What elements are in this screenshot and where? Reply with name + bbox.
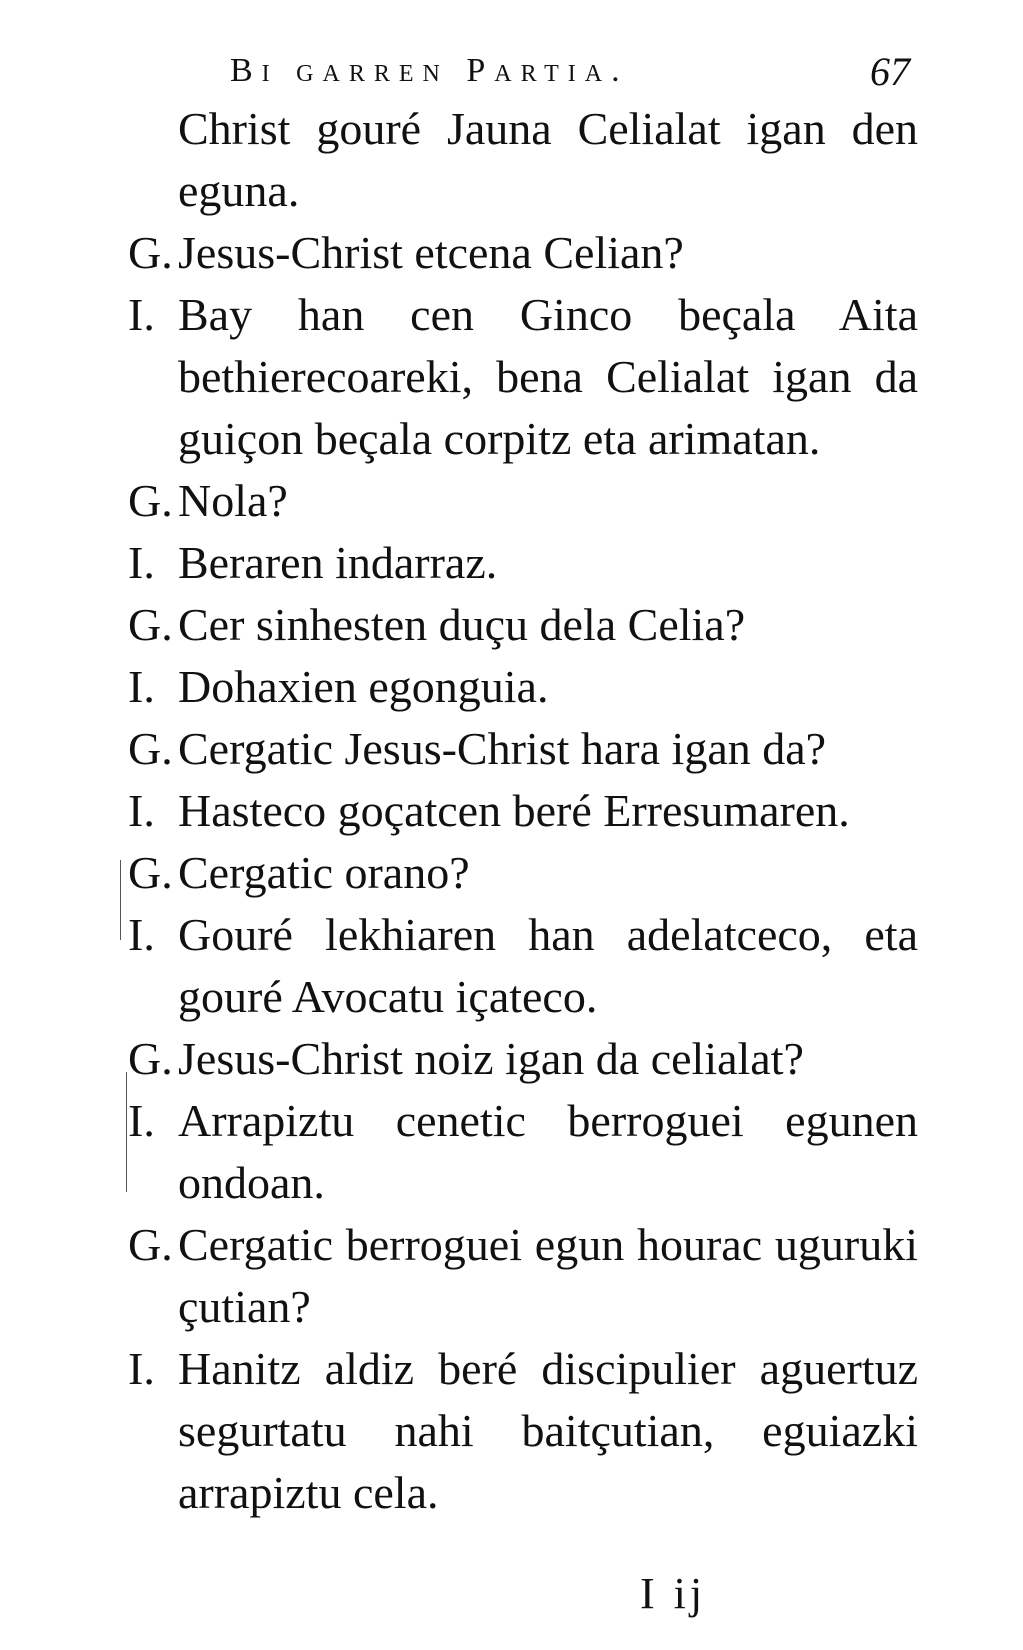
dialogue-text: Cer sinhesten duçu dela Celia? [178, 599, 746, 650]
dialogue-entry [128, 532, 918, 594]
margin-mark [120, 860, 121, 940]
dialogue-entry [128, 222, 918, 284]
speaker-label: I. [128, 661, 155, 712]
page-number: 67 [870, 49, 910, 94]
dialogue-entry [128, 594, 918, 656]
dialogue-entry [128, 904, 918, 1028]
dialogue-entry [128, 1028, 918, 1090]
speaker-label: G. [128, 1219, 173, 1270]
dialogue-entry [128, 1090, 918, 1214]
dialogue-text: Arrapiztu cenetic berroguei egunen ondoan. [178, 1095, 918, 1208]
speaker-label: G. [128, 599, 173, 650]
dialogue-text: Gouré lekhiaren han adelatceco, eta gouré Avocatu içateco. [178, 909, 918, 1022]
dialogue-text: Dohaxien egonguia. [178, 661, 549, 712]
dialogue-entry [128, 1214, 918, 1338]
running-title: Bi garren Partia. [230, 52, 629, 89]
speaker-label: G. [128, 723, 173, 774]
dialogue-text: Cergatic orano? [178, 847, 470, 898]
dialogue-entry [128, 1338, 918, 1524]
dialogue-text: Jesus-Christ noiz igan da celialat? [178, 1033, 804, 1084]
speaker-label: I. [128, 909, 155, 960]
continuation-text: Christ gouré Jauna Celialat igan den eguna. [178, 103, 918, 216]
dialogue-text: Beraren indarraz. [178, 537, 498, 588]
dialogue-text: Nola? [178, 475, 288, 526]
dialogue-entry [128, 284, 918, 470]
dialogue-entry [128, 780, 918, 842]
dialogue-entry [128, 656, 918, 718]
signature-mark: I ij [640, 1569, 707, 1618]
dialogue-text: Bay han cen Ginco beçala Aita bethierecoareki, bena Celialat igan da guiçon beçala corpitz eta arimatan. [178, 289, 918, 464]
speaker-label: I. [128, 1343, 155, 1394]
speaker-label: G. [128, 1033, 173, 1084]
dialogue-entry [128, 842, 918, 904]
dialogue-text: Hasteco goçatcen beré Erresumaren. [178, 785, 850, 836]
dialogue-text: Hanitz aldiz beré discipulier aguertuz segurtatu nahi baitçutian, eguiazki arrapiztu cela. [178, 1343, 918, 1518]
page-header [230, 49, 910, 102]
catechism-text [128, 98, 918, 1524]
dialogue-text: Cergatic Jesus-Christ hara igan da? [178, 723, 827, 774]
speaker-label: G. [128, 475, 173, 526]
speaker-label: I. [128, 537, 155, 588]
margin-mark [126, 1072, 127, 1192]
speaker-label: I. [128, 1095, 155, 1146]
speaker-label: G. [128, 227, 173, 278]
dialogue-text: Cergatic berroguei egun hourac uguruki çutian? [178, 1219, 918, 1332]
dialogue-entry [128, 718, 918, 780]
continuation-paragraph [128, 98, 918, 222]
dialogue-text: Jesus-Christ etcena Celian? [178, 227, 684, 278]
dialogue-list [128, 222, 918, 1524]
dialogue-entry [128, 470, 918, 532]
speaker-label: G. [128, 847, 173, 898]
speaker-label: I. [128, 289, 155, 340]
speaker-label: I. [128, 785, 155, 836]
